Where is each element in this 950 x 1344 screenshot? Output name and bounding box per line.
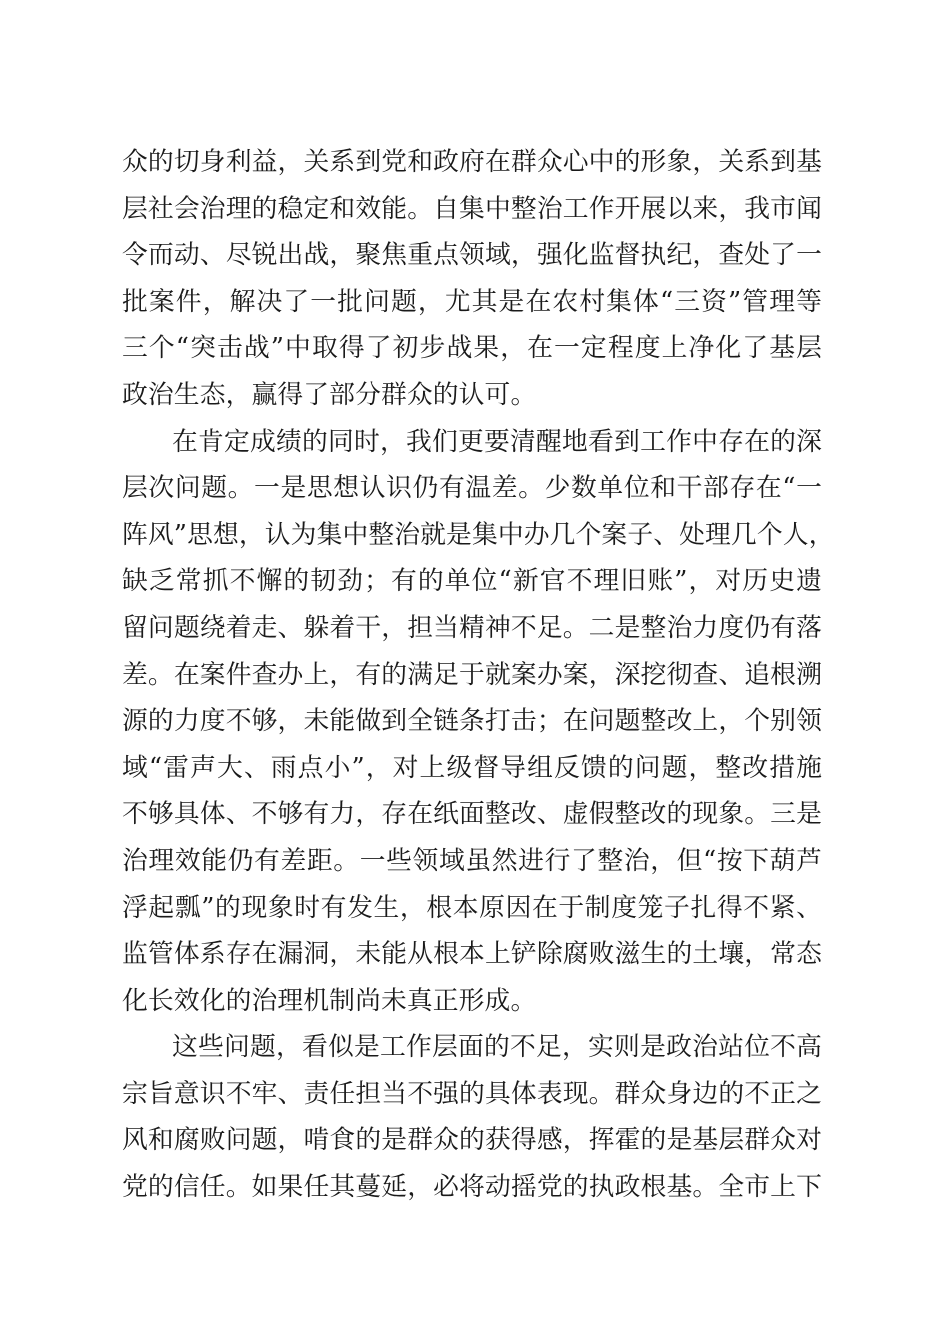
paragraph-3-line: 这些问题，看似是工作层面的不足，实则是政治站位不高 <box>172 1032 822 1063</box>
paragraph-2-line: 源的力度不够，未能做到全链条打击；在问题整改上，个别领 <box>122 706 822 737</box>
paragraph-2-line: 留问题绕着走、躲着干，担当精神不足。二是整治力度仍有落 <box>122 612 822 643</box>
paragraph-3-line: 风和腐败问题，啃食的是群众的获得感，挥霍的是基层群众对 <box>122 1125 822 1156</box>
paragraph-1-line: 层社会治理的稳定和效能。自集中整治工作开展以来，我市闻 <box>122 193 822 224</box>
paragraph-2-line: 浮起瓢”的现象时有发生，根本原因在于制度笼子扎得不紧、 <box>122 892 822 923</box>
paragraph-3-line: 宗旨意识不牢、责任担当不强的具体表现。群众身边的不正之 <box>122 1078 822 1109</box>
paragraph-2-line: 差。在案件查办上，有的满足于就案办案，深挖彻查、追根溯 <box>122 659 822 690</box>
paragraph-2-line: 在肯定成绩的同时，我们更要清醒地看到工作中存在的深 <box>172 426 822 457</box>
paragraph-1-line: 三个“突击战”中取得了初步战果，在一定程度上净化了基层 <box>122 333 822 364</box>
paragraph-2-line: 治理效能仍有差距。一些领域虽然进行了整治，但“按下葫芦 <box>122 845 822 876</box>
paragraph-2-line: 缺乏常抓不懈的韧劲；有的单位“新官不理旧账”，对历史遗 <box>122 566 822 597</box>
paragraph-2-line: 监管体系存在漏洞，未能从根本上铲除腐败滋生的土壤，常态 <box>122 939 822 970</box>
paragraph-1-line: 政治生态，赢得了部分群众的认可。 <box>122 379 537 410</box>
body-text <box>122 139 835 1211</box>
paragraph-2-line: 层次问题。一是思想认识仍有温差。少数单位和干部存在“一 <box>122 473 822 504</box>
paragraph-3-line: 党的信任。如果任其蔓延，必将动摇党的执政根基。全市上下 <box>122 1172 822 1203</box>
paragraph-2-line: 不够具体、不够有力，存在纸面整改、虚假整改的现象。三是 <box>122 799 822 830</box>
paragraph-1-line: 令而动、尽锐出战，聚焦重点领域，强化监督执纪，查处了一 <box>122 240 822 271</box>
paragraph-1-line: 众的切身利益，关系到党和政府在群众心中的形象，关系到基 <box>122 147 822 177</box>
paragraph-2-line: 域“雷声大、雨点小”，对上级督导组反馈的问题，整改措施 <box>122 752 822 783</box>
paragraph-2-line: 阵风”思想，认为集中整治就是集中办几个案子、处理几个人， <box>122 519 835 550</box>
paragraph-2-line: 化长效化的治理机制尚未真正形成。 <box>122 985 537 1016</box>
paragraph-1-line: 批案件，解决了一批问题，尤其是在农村集体“三资”管理等 <box>122 286 822 317</box>
